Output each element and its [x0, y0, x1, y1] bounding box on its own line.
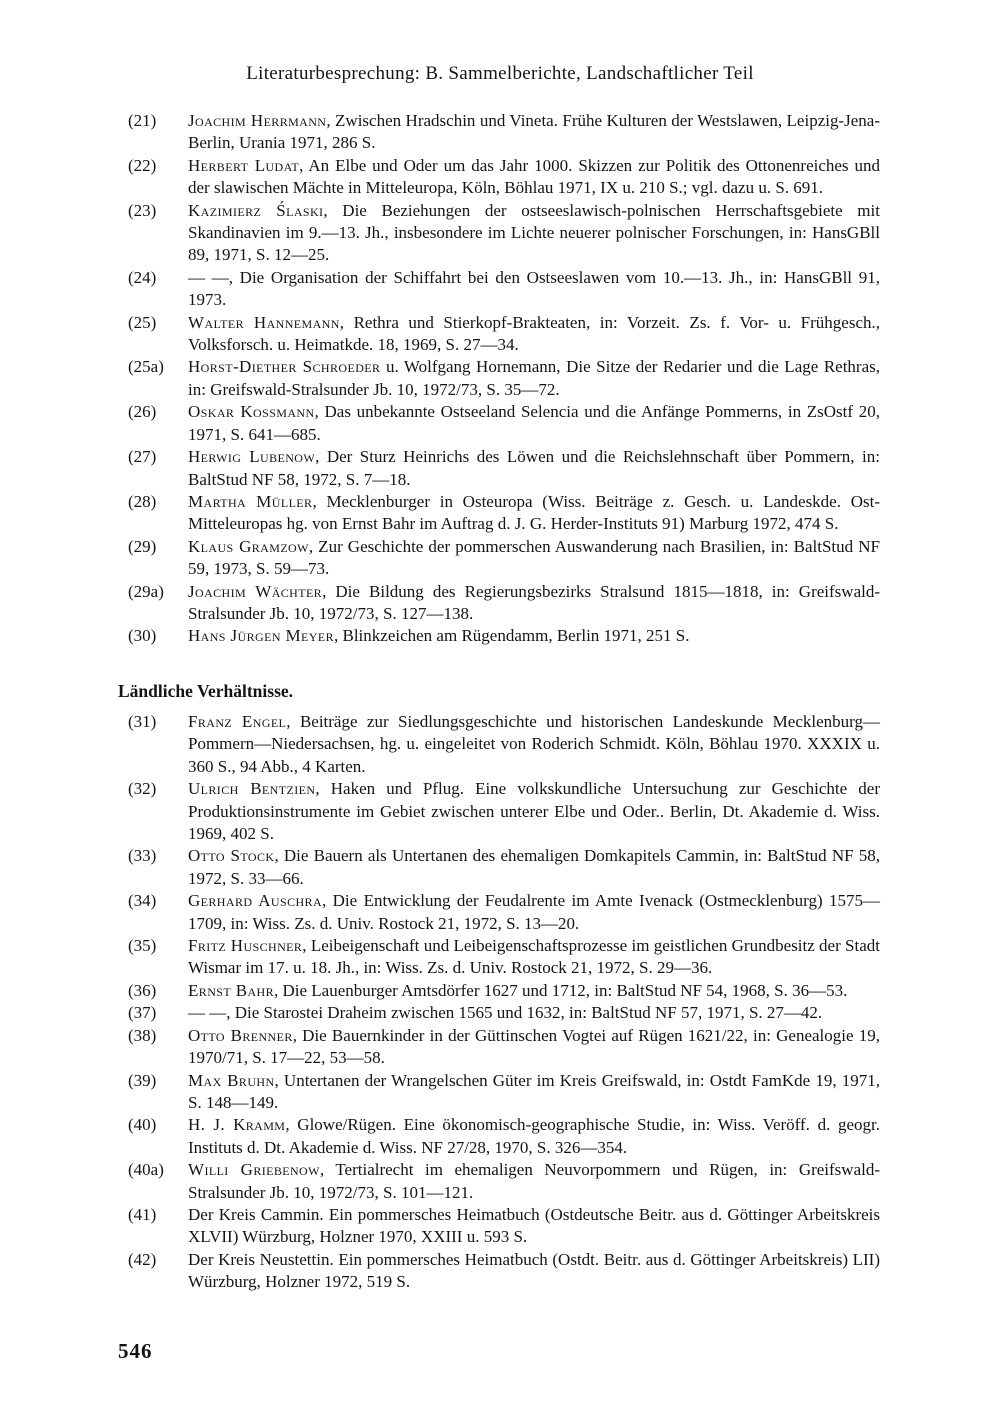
entry-number: (25a) [128, 357, 164, 377]
entry-text: , An Elbe und Oder um das Jahr 1000. Skizzen zur Politik des Ottonenreiches und der slawischen Mächte in Mitteleuropa, Köln, Böhlau 1971, IX u. 210 S.; vgl. dazu u. S. 691. [188, 155, 880, 198]
bibliography-entry [128, 1025, 880, 1070]
entry-author: Martha Müller [188, 491, 313, 511]
bibliography-entry [128, 110, 880, 155]
entry-number: (40) [128, 1115, 157, 1135]
entry-text: , Haken und Pflug. Eine volkskundliche Untersuchung zur Geschichte der Produktionsinstrumente im Gebiet zwischen unterer Elbe und Oder.. Berlin, Dt. Akademie d. Wiss. 1969, 402 S. [188, 779, 880, 844]
entry-author: Otto Brenner [188, 1025, 293, 1045]
entry-number: (42) [128, 1249, 157, 1269]
entry-text: , Zur Geschichte der pommerschen Auswanderung nach Brasilien, in: BaltStud NF 59, 1973, S. 59—73. [188, 536, 880, 579]
bibliography-entry [128, 935, 880, 980]
entry-text: Der Kreis Neustettin. Ein pommersches Heimatbuch (Ostdt. Beitr. aus d. Göttinger Arbeitskreis) LII) Würzburg, Holzner 1972, 519 S. [188, 1249, 880, 1292]
bibliography-entry [128, 980, 880, 1002]
bibliography-entry [128, 536, 880, 581]
bibliography-entry [128, 890, 880, 935]
bibliography-entry [128, 778, 880, 845]
entry-number: (33) [128, 846, 157, 866]
bibliography-entry [128, 356, 880, 401]
bibliography-entry [128, 1070, 880, 1115]
entry-text: , Der Sturz Heinrichs des Löwen und die Reichslehnschaft über Pommern, in: BaltStud NF 58, 1972, S. 7—18. [188, 447, 880, 489]
entry-number: (26) [128, 402, 157, 422]
bibliography-entry [128, 711, 880, 778]
entry-author: Otto Stock [188, 846, 275, 866]
entry-author: Franz Engel [188, 712, 287, 731]
entry-text: , Rethra und Stierkopf-Brakteaten, in: Vorzeit. Zs. f. Vor- u. Frühgesch., Volksforsch. u. Heimatkde. 18, 1969, S. 27—34. [188, 312, 880, 355]
bibliography-entry [128, 446, 880, 491]
bibliography-entry [128, 312, 880, 357]
bibliography-entry [128, 1159, 880, 1204]
bibliography-entry [128, 155, 880, 200]
entry-number: (21) [128, 111, 157, 130]
entry-number: (29a) [128, 581, 164, 601]
bibliography-entry [128, 1002, 880, 1024]
entry-number: (36) [128, 980, 157, 1000]
entry-author: Herwig Lubenow [188, 447, 316, 467]
entry-number: (25) [128, 312, 157, 332]
entry-number: (38) [128, 1025, 157, 1045]
entry-author: Hans Jürgen Meyer [188, 626, 334, 646]
bibliography-list [128, 711, 880, 1294]
entry-author: H. J. Kramm [188, 1115, 286, 1135]
entry-number: (24) [128, 267, 157, 287]
entry-number: (29) [128, 536, 157, 556]
entry-text: Der Kreis Cammin. Ein pommersches Heimatbuch (Ostdeutsche Beitr. aus d. Göttinger Arbeitskreis XLVII) Würzburg, Holzner 1970, XXIII u. 593 S. [188, 1204, 880, 1247]
entry-number: (40a) [128, 1160, 164, 1180]
entry-text: , Zwischen Hradschin und Vineta. Frühe Kulturen der Westslawen, Leipzig-Jena-Berlin, Urania 1971, 286 S. [188, 111, 880, 153]
bibliography-entry [128, 581, 880, 626]
entry-text: , Beiträge zur Siedlungsgeschichte und historischen Landeskunde Mecklenburg—Pommern—Niedersachsen, hg. u. eingeleitet von Roderich Schmidt. Köln, Böhlau 1970. XXXIX u. 360 S., 94 Abb., 4 Karten. [188, 712, 880, 776]
entry-text: , Die Bildung des Regierungsbezirks Stralsund 1815—1818, in: Greifswald-Stralsunder Jb. 10, 1972/73, S. 127—138. [188, 581, 880, 623]
section-heading: Ländliche Verhältnisse. [118, 681, 294, 701]
entry-number: (32) [128, 779, 157, 799]
entry-number: (31) [128, 712, 157, 731]
entry-number: (41) [128, 1204, 157, 1224]
entry-text: , Tertialrecht im ehemaligen Neuvorpommern und Rügen, in: Greifswald-Stralsunder Jb. 10, 1972/73, S. 101—121. [188, 1160, 881, 1202]
bibliography-entry [128, 1204, 880, 1249]
entry-text: , Die Beziehungen der ostseeslawisch-polnischen Herrschaftsgebiete mit Skandinavien im 9.—13. Jh., insbesondere im Lichte neuerer polnischer Forschungen, in: HansGBll 89, 1971, S. 12—25. [188, 200, 880, 265]
bibliography-list [128, 110, 880, 648]
entry-number: (23) [128, 200, 157, 220]
entry-text: , Die Bauernkinder in der Güttinschen Vogtei auf Rügen 1621/22, in: Genealogie 19, 1970/71, S. 17—22, 53—58. [188, 1025, 880, 1068]
running-head: Literaturbesprechung: B. Sammelberichte, Landschaftlicher Teil [246, 63, 754, 84]
entry-number: (27) [128, 447, 157, 467]
entry-author: Ernst Bahr [188, 980, 274, 1000]
entry-number: (39) [128, 1070, 157, 1090]
entry-author: Fritz Huschner [188, 936, 303, 956]
entry-number: (30) [128, 626, 157, 646]
entry-text: , Das unbekannte Ostseeland Selencia und die Anfänge Pommerns, in ZsOstf 20, 1971, S. 641—685. [188, 402, 880, 444]
entry-text: , Die Lauenburger Amtsdörfer 1627 und 1712, in: BaltStud NF 54, 1968, S. 36—53. [273, 980, 848, 1000]
entry-author: Herbert Ludat [188, 155, 300, 175]
entry-author: Gerhard Auschra [188, 891, 323, 911]
bibliography-entry [128, 491, 880, 536]
entry-number: (28) [128, 491, 157, 511]
entry-author: Oskar Kossmann [188, 402, 315, 422]
bibliography-entry [128, 200, 880, 267]
entry-text: , Leibeigenschaft und Leibeigenschaftsprozesse im geistlichen Grundbesitz der Stadt Wismar im 17. u. 18. Jh., in: Wiss. Zs. d. Univ. Rostock 21, 1972, S. 29—36. [188, 936, 880, 978]
entry-author: Max Bruhn [188, 1070, 275, 1090]
bibliography-entry [128, 401, 880, 446]
entry-number: (37) [128, 1003, 157, 1023]
entry-text: , Mecklenburger in Osteuropa (Wiss. Beiträge z. Gesch. u. Landeskde. Ost-Mitteleuropas hg. von Ernst Bahr im Auftrag d. J. G. Herder-Instituts 91) Marburg 1972, 474 S. [188, 491, 880, 534]
entry-author: Horst-Diether Schroeder [188, 357, 381, 377]
entry-author: Kazimierz Ślaski [188, 200, 324, 220]
entry-author: Joachim Herrmann [188, 111, 327, 130]
entry-text: , Blinkzeichen am Rügendamm, Berlin 1971, 251 S. [333, 626, 690, 646]
page-number: 546 [118, 1339, 153, 1363]
entry-author: Ulrich Bentzien [188, 779, 316, 799]
entry-author: Willi Griebenow [188, 1160, 320, 1180]
entry-text: u. Wolfgang Hornemann, Die Sitze der Redarier und die Lage Rethras, in: Greifswald-Stralsunder Jb. 10, 1972/73, S. 35—72. [188, 357, 880, 399]
entry-number: (35) [128, 936, 157, 956]
entry-author: Walter Hannemann [188, 312, 340, 332]
entry-number: (34) [128, 891, 157, 911]
bibliography-entry [128, 267, 880, 312]
entry-text: , Glowe/Rügen. Eine ökonomisch-geographische Studie, in: Wiss. Veröff. d. geogr. Instituts d. Dt. Akademie d. Wiss. NF 27/28, 1970, S. 326—354. [188, 1115, 880, 1157]
entry-author: Klaus Gramzow [188, 536, 309, 556]
entry-number: (22) [128, 155, 157, 175]
entry-text: — —, Die Organisation der Schiffahrt bei den Ostseeslawen vom 10.—13. Jh., in: HansGBll 91, 1973. [188, 267, 880, 310]
bibliography-entry [128, 625, 880, 647]
entry-author: Joachim Wächter [188, 581, 323, 601]
bibliography-entry [128, 1249, 880, 1294]
bibliography-entry [128, 1114, 880, 1159]
entry-text: , Die Entwicklung der Feudalrente im Amte Ivenack (Ostmecklenburg) 1575—1709, in: Wiss. Zs. d. Univ. Rostock 21, 1972, S. 13—20. [188, 891, 880, 933]
entry-text: , Untertanen der Wrangelschen Güter im Kreis Greifswald, in: Ostdt FamKde 19, 1971, S. 148—149. [188, 1070, 880, 1112]
bibliography-entry [128, 845, 880, 890]
entry-text: , Die Bauern als Untertanen des ehemaligen Domkapitels Cammin, in: BaltStud NF 58, 1972, S. 33—66. [188, 846, 880, 888]
entry-text: — —, Die Starostei Draheim zwischen 1565 und 1632, in: BaltStud NF 57, 1971, S. 27—42. [188, 1003, 823, 1023]
